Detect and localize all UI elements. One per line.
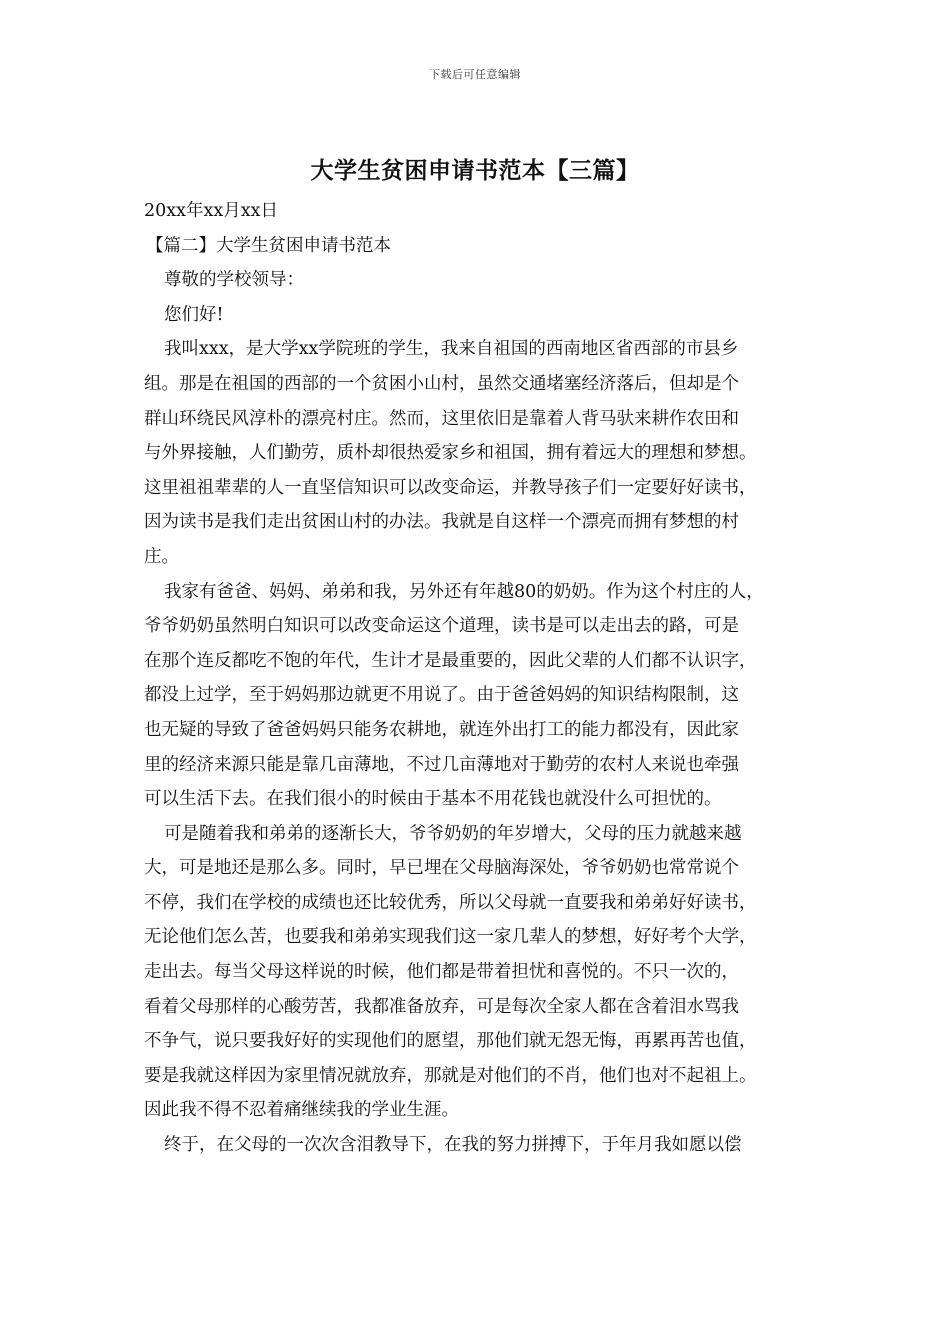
paragraph-line: 大，可是地还是那么多。同时，早已埋在父母脑海深处，爷爷奶奶也常常说个 (144, 858, 739, 879)
paragraph-line: 因此我不得不忍着痛继续我的学业生涯。 (144, 1100, 459, 1121)
paragraph-line: 可以生活下去。在我们很小的时候由于基本不用花钱也就没什么可担忧的。 (144, 789, 722, 810)
paragraph-line: 要是我就这样因为家里情况就放弃，那就是对他们的不肖，他们也对不起祖上。 (144, 1065, 757, 1086)
paragraph-line: 可是随着我和弟弟的逐渐长大，爷爷奶奶的年岁增大，父母的压力就越来越 (164, 823, 742, 844)
paragraph-line: 不停，我们在学校的成绩也还比较优秀，所以父母就一直要我和弟弟好好读书， (144, 892, 757, 913)
paragraph-2 (144, 575, 834, 817)
paragraph-line: 这里祖祖辈辈的人一直坚信知识可以改变命运，并教导孩子们一定要好好读书， (144, 477, 757, 498)
paragraph-line: 群山环绕民风淳朴的漂亮村庄。然而，这里依旧是靠着人背马驮来耕作农田和 (144, 408, 739, 429)
paragraph-line: 也无疑的导致了爸爸妈妈只能务农耕地，就连外出打工的能力都没有，因此家 (144, 719, 739, 740)
paragraph-line: 我家有爸爸、妈妈、弟弟和我，另外还有年越80的奶奶。作为这个村庄的人， (164, 581, 764, 602)
paragraph-3 (144, 817, 834, 1128)
paragraph-line: 在那个连反都吃不饱的年代，生计才是最重要的，因此父辈的人们都不认识字， (144, 650, 757, 671)
paragraph-line: 因为读书是我们走出贫困山村的办法。我就是自这样一个漂亮而拥有梦想的村 (144, 512, 739, 533)
paragraph-line: 与外界接触，人们勤劳，质朴却很热爱家乡和祖国，拥有着远大的理想和梦想。 (144, 443, 757, 464)
paragraph-line: 终于，在父母的一次次含泪教导下，在我的努力拼搏下，于年月我如愿以偿 (164, 1135, 742, 1156)
salutation: 尊敬的学校领导： (164, 270, 304, 291)
paragraph-1 (144, 332, 834, 574)
paragraph-line: 我叫xxx，是大学xx学院班的学生，我来自祖国的西南地区省西部的市县乡 (164, 339, 739, 360)
paragraph-line: 无论他们怎么苦，也要我和弟弟实现我们这一家几辈人的梦想，好好考个大学， (144, 927, 757, 948)
section-heading: 【篇二】大学生贫困申请书范本 (146, 235, 391, 256)
greeting: 您们好! (164, 304, 224, 325)
date-line: 20xx年xx月xx日 (144, 201, 278, 221)
paragraph-line: 都没上过学，至于妈妈那边就更不用说了。由于爸爸妈妈的知识结构限制，这 (144, 685, 739, 706)
paragraph-line: 走出去。每当父母这样说的时候，他们都是带着担忧和喜悦的。不只一次的， (144, 962, 739, 983)
paragraph-line: 组。那是在祖国的西部的一个贫困小山村，虽然交通堵塞经济落后，但却是个 (144, 373, 739, 394)
paragraph-line: 不争气，说只要我好好的实现他们的愿望，那他们就无怨无悔，再累再苦也值， (144, 1031, 757, 1052)
document-body (144, 194, 834, 1163)
paragraph-line: 里的经济来源只能是靠几亩薄地，不过几亩薄地对于勤劳的农村人来说也牵强 (144, 754, 739, 775)
paragraph-4 (144, 1128, 834, 1163)
document-title: 大学生贫困申请书范本【三篇】 (310, 157, 640, 184)
header-note: 下载后可任意编辑 (429, 68, 521, 81)
paragraph-line: 看着父母那样的心酸劳苦，我都准备放弃，可是每次全家人都在含着泪水骂我 (144, 996, 739, 1017)
paragraph-line: 庄。 (144, 546, 179, 567)
paragraph-line: 爷爷奶奶虽然明白知识可以改变命运这个道理，读书是可以走出去的路，可是 (144, 616, 739, 637)
